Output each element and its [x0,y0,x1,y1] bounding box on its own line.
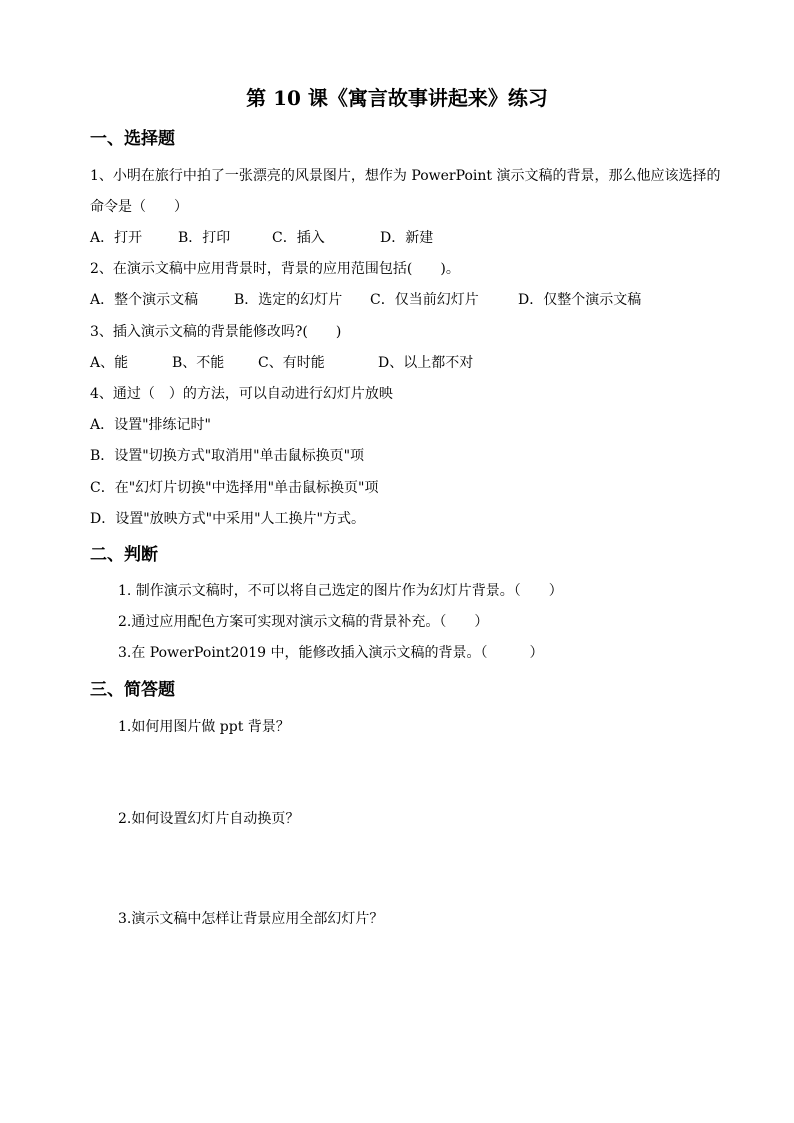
short-answer-item-2: 2.如何设置幻灯片自动换页？ [118,811,300,827]
question-4-option-a: A．设置"排练记时" [90,417,211,433]
question-1-option-c: C．插入 [272,230,325,246]
question-3-text: 3、插入演示文稿的背景能修改吗?( ) [90,324,342,340]
page-title: 第 10 课《寓言故事讲起来》练习 [246,86,548,110]
judge-item-3: 3.在 PowerPoint2019 中，能修改插入演示文稿的背景。（ ） [118,645,544,661]
short-answer-item-1: 1.如何用图片做 ppt 背景？ [118,719,290,735]
judge-item-2: 2.通过应用配色方案可实现对演示文稿的背景补充。（ ） [118,614,489,630]
question-4-option-b: B．设置"切换方式"取消用"单击鼠标换页"项 [90,448,365,464]
question-3-option-c: C、有时能 [258,355,325,371]
question-4-option-d: D．设置"放映方式"中采用"人工换片"方式。 [90,511,365,527]
question-3-option-d: D、以上都不对 [378,355,474,371]
section-heading-judge: 二、判断 [90,545,158,565]
question-2-option-c: C．仅当前幻灯片 [370,292,479,308]
question-1-option-d: D．新建 [380,230,434,246]
question-3-option-a: A、能 [90,355,129,371]
short-answer-item-3: 3.演示文稿中怎样让背景应用全部幻灯片？ [118,911,384,927]
judge-item-1: 1. 制作演示文稿时，不可以将自己选定的图片作为幻灯片背景。（ ） [118,583,563,599]
question-2-option-b: B．选定的幻灯片 [234,292,343,308]
question-2-option-a: A．整个演示文稿 [90,292,199,308]
section-heading-short-answer: 三、简答题 [90,680,175,700]
question-1-option-b: B．打印 [178,230,231,246]
question-4-option-c: C．在"幻灯片切换"中选择用"单击鼠标换页"项 [90,480,379,496]
question-3-option-b: B、不能 [172,355,225,371]
question-1-option-a: A．打开 [90,230,143,246]
question-2-option-d: D．仅整个演示文稿 [518,292,642,308]
section-heading-choice: 一、选择题 [90,129,175,149]
question-1-line-2: 命令是（ ） [90,199,188,215]
question-4-text: 4、通过（ ）的方法，可以自动进行幻灯片放映 [90,386,393,402]
question-2-text: 2、在演示文稿中应用背景时，背景的应用范围包括( )。 [90,261,460,277]
question-1-line-1: 1、小明在旅行中拍了一张漂亮的风景图片，想作为 PowerPoint 演示文稿的背景，那么他应该选择的 [90,168,721,184]
